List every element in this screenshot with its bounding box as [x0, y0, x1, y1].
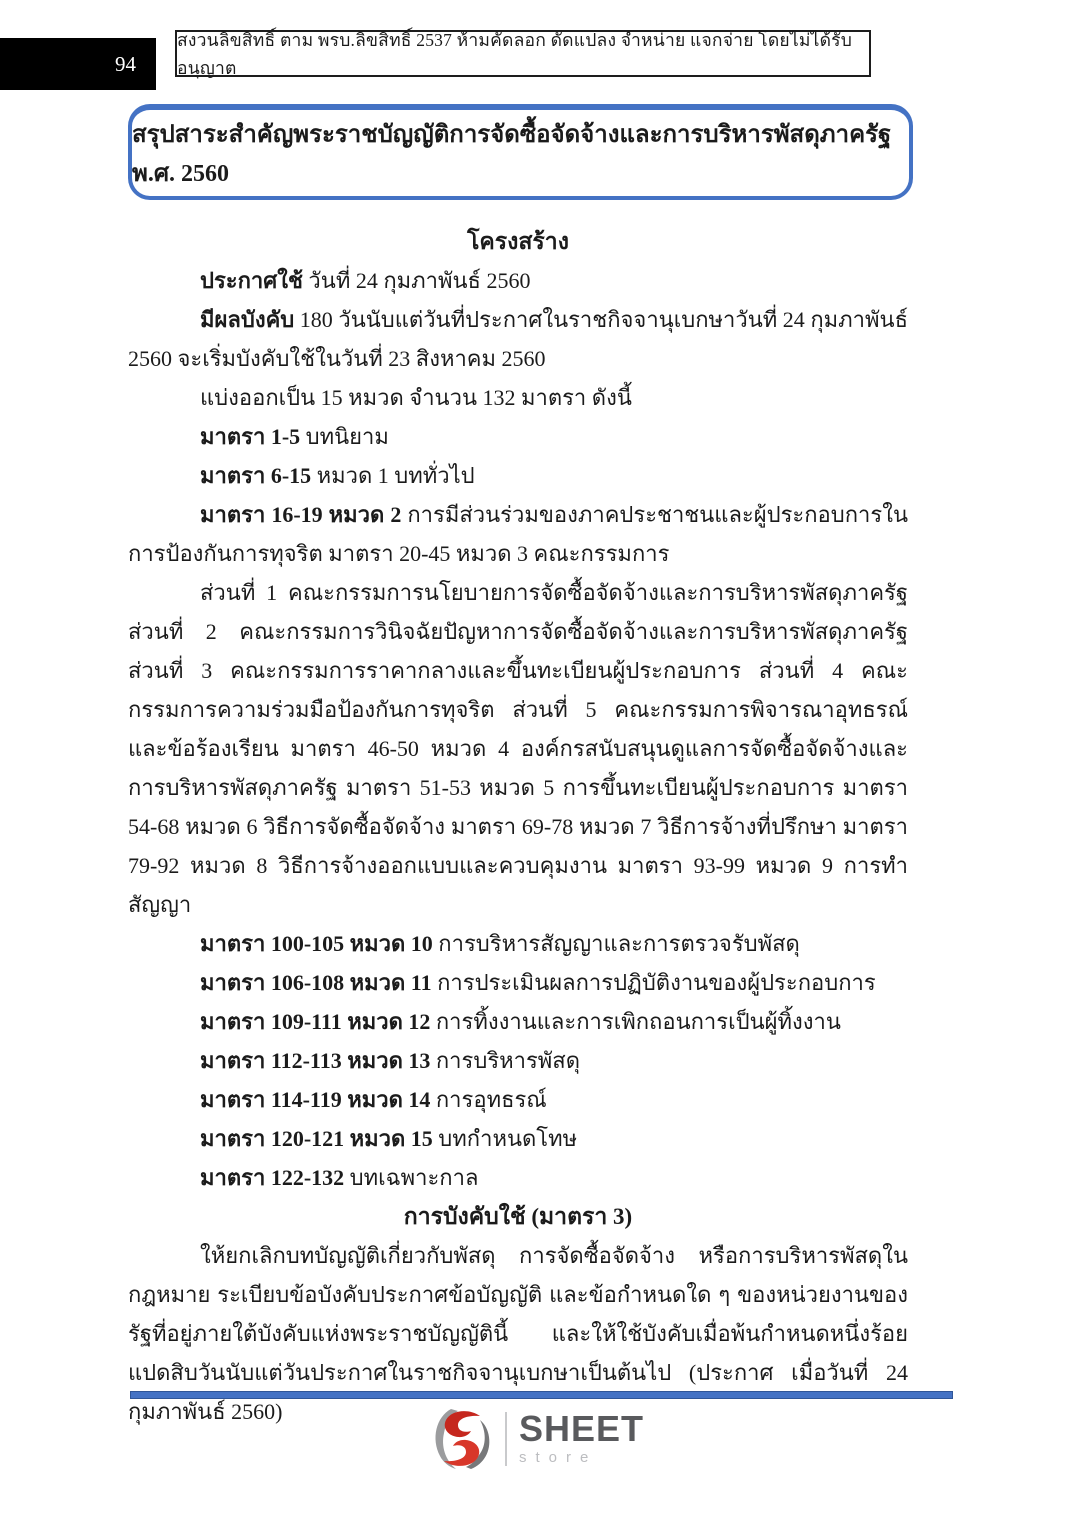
structure-heading: โครงสร้าง	[467, 229, 569, 254]
brand-subtitle: store	[518, 1449, 598, 1466]
copyright-text: สงวนลิขสิทธิ์ ตาม พรบ.ลิขสิทธิ์ 2537 ห้ามคัดลอก ดัดแปลง จำหน่าย แจกจ่าย โดยไม่ได้รับอนุญาต	[177, 29, 853, 78]
page-number-box	[0, 38, 156, 90]
body-line	[128, 1041, 908, 1080]
document-body	[128, 222, 908, 1431]
body-line	[128, 378, 908, 417]
bold-run: มาตรา 106-108 หมวด 11	[200, 970, 432, 995]
text-run: ส่วนที่ 1 คณะกรรมการนโยบายการจัดซื้อจัดจ้างและการบริหารพัสดุภาครัฐ ส่วนที่ 2 คณะกรรมการวินิจฉัยปัญหาการจัดซื้อจัดจ้างและการบริหารพัสดุภาครัฐ ส่วนที่ 3 คณะกรรมการราคากลางและขึ้นทะเบียนผู้ประกอบการ ส่วนที่ 4 คณะกรรมการความร่วมมือป้องกันการทุจริต ส่วนที่ 5 คณะกรรมการพิจารณาอุทธรณ์และข้อร้องเรียน มาตรา 46-50 หมวด 4 องค์กรสนับสนุนดูแลการจัดซื้อจัดจ้างและการบริหารพัสดุภาครัฐ มาตรา 51-53 หมวด 5 การขึ้นทะเบียนผู้ประกอบการ มาตรา 54-68 หมวด 6 วิธีการจัดซื้อจัดจ้าง มาตรา 69-78 หมวด 7 วิธีการจ้างที่ปรึกษา มาตรา 79-92 หมวด 8 วิธีการจ้างออกแบบและควบคุมงาน มาตรา 93-99 หมวด 9 การทำสัญญา	[128, 580, 908, 917]
body-line	[128, 924, 908, 963]
body-paragraph	[128, 300, 908, 378]
text-run: การประเมินผลการปฏิบัติงานของผู้ประกอบการ	[431, 970, 876, 995]
body-line	[128, 1002, 908, 1041]
text-run: วันที่ 24 กุมภาพันธ์ 2560	[302, 268, 531, 293]
text-run: แบ่งออกเป็น 15 หมวด จำนวน 132 มาตรา ดังนี้	[200, 385, 632, 410]
bold-run: มาตรา 109-111 หมวด 12	[200, 1009, 431, 1034]
text-run: บทกำหนดโทษ	[432, 1126, 578, 1151]
text-run: การบริหารสัญญาและการตรวจรับพัสดุ	[432, 931, 800, 956]
body-line	[128, 963, 908, 1002]
bold-run: มาตรา 100-105 หมวด 10	[200, 931, 433, 956]
bold-run: มาตรา 6-15	[200, 463, 312, 488]
body-paragraph	[128, 573, 908, 924]
logo-divider	[505, 1412, 507, 1466]
body-line	[128, 1158, 908, 1197]
enforcement-paragraph: ให้ยกเลิกบทบัญญัติเกี่ยวกับพัสดุ การจัดซื้อจัดจ้าง หรือการบริหารพัสดุในกฎหมาย ระเบียบข้อบังคับประกาศข้อบัญญัติ และข้อกำหนดใด ๆ ของหน่วยงานของรัฐที่อยู่ภายใต้บังคับแห่งพระราชบัญญัตินี้ และให้ใช้บังคับเมื่อพ้นกำหนดหนึ่งร้อยแปดสิบวันนับแต่วันประกาศในราชกิจจานุเบกษาเป็นต้นไป (ประกาศ เมื่อวันที่ 24 กุมภาพันธ์ 2560)	[128, 1243, 908, 1424]
body-line	[128, 1119, 908, 1158]
body-line	[128, 417, 908, 456]
bold-run: มาตรา 1-5	[200, 424, 301, 449]
bold-run: ประกาศใช้	[200, 268, 303, 293]
page-number: 94	[115, 51, 136, 76]
text-run: การทิ้งงานและการเพิกถอนการเป็นผู้ทิ้งงาน	[430, 1009, 841, 1034]
footer-divider-bar	[130, 1391, 953, 1399]
body-paragraph	[128, 495, 908, 573]
bold-run: มาตรา 16-19 หมวด 2	[200, 502, 402, 527]
text-run: การมีส่วนร่วมของภาคประชาชนและผู้ประกอบการในการป้องกันการทุจริต มาตรา 20-45 หมวด 3 คณะกรรมการ	[128, 502, 908, 566]
bold-run: มาตรา 114-119 หมวด 14	[200, 1087, 431, 1112]
body-line	[128, 1080, 908, 1119]
enforcement-heading: การบังคับใช้ (มาตรา 3)	[403, 1204, 633, 1229]
text-run: บทนิยาม	[300, 424, 389, 449]
copyright-banner	[175, 30, 871, 77]
bold-run: มีผลบังคับ	[200, 307, 295, 332]
text-run: การบริหารพัสดุ	[430, 1048, 581, 1073]
text-run: บทเฉพาะกาล	[344, 1165, 479, 1190]
body-line	[128, 261, 908, 300]
sheet-store-logo	[423, 1406, 653, 1472]
bold-run: มาตรา 122-132	[200, 1165, 345, 1190]
sheet-store-s-icon	[431, 1406, 493, 1472]
text-run: 180 วันนับแต่วันที่ประกาศในราชกิจจานุเบกษาวันที่ 24 กุมภาพันธ์ 2560 จะเริ่มบังคับใช้ในวันที่ 23 สิงหาคม 2560	[128, 307, 908, 371]
text-run: การอุทธรณ์	[430, 1087, 547, 1112]
body-line	[128, 456, 908, 495]
bold-run: มาตรา 112-113 หมวด 13	[200, 1048, 431, 1073]
document-title-box	[128, 104, 913, 200]
logo-text	[518, 1408, 645, 1466]
document-title: สรุปสาระสำคัญพระราชบัญญัติการจัดซื้อจัดจ้างและการบริหารพัสดุภาครัฐ พ.ศ. 2560	[132, 122, 892, 187]
text-run: หมวด 1 บททั่วไป	[311, 463, 475, 488]
brand-name: SHEET	[518, 1408, 645, 1449]
bold-run: มาตรา 120-121 หมวด 15	[200, 1126, 433, 1151]
